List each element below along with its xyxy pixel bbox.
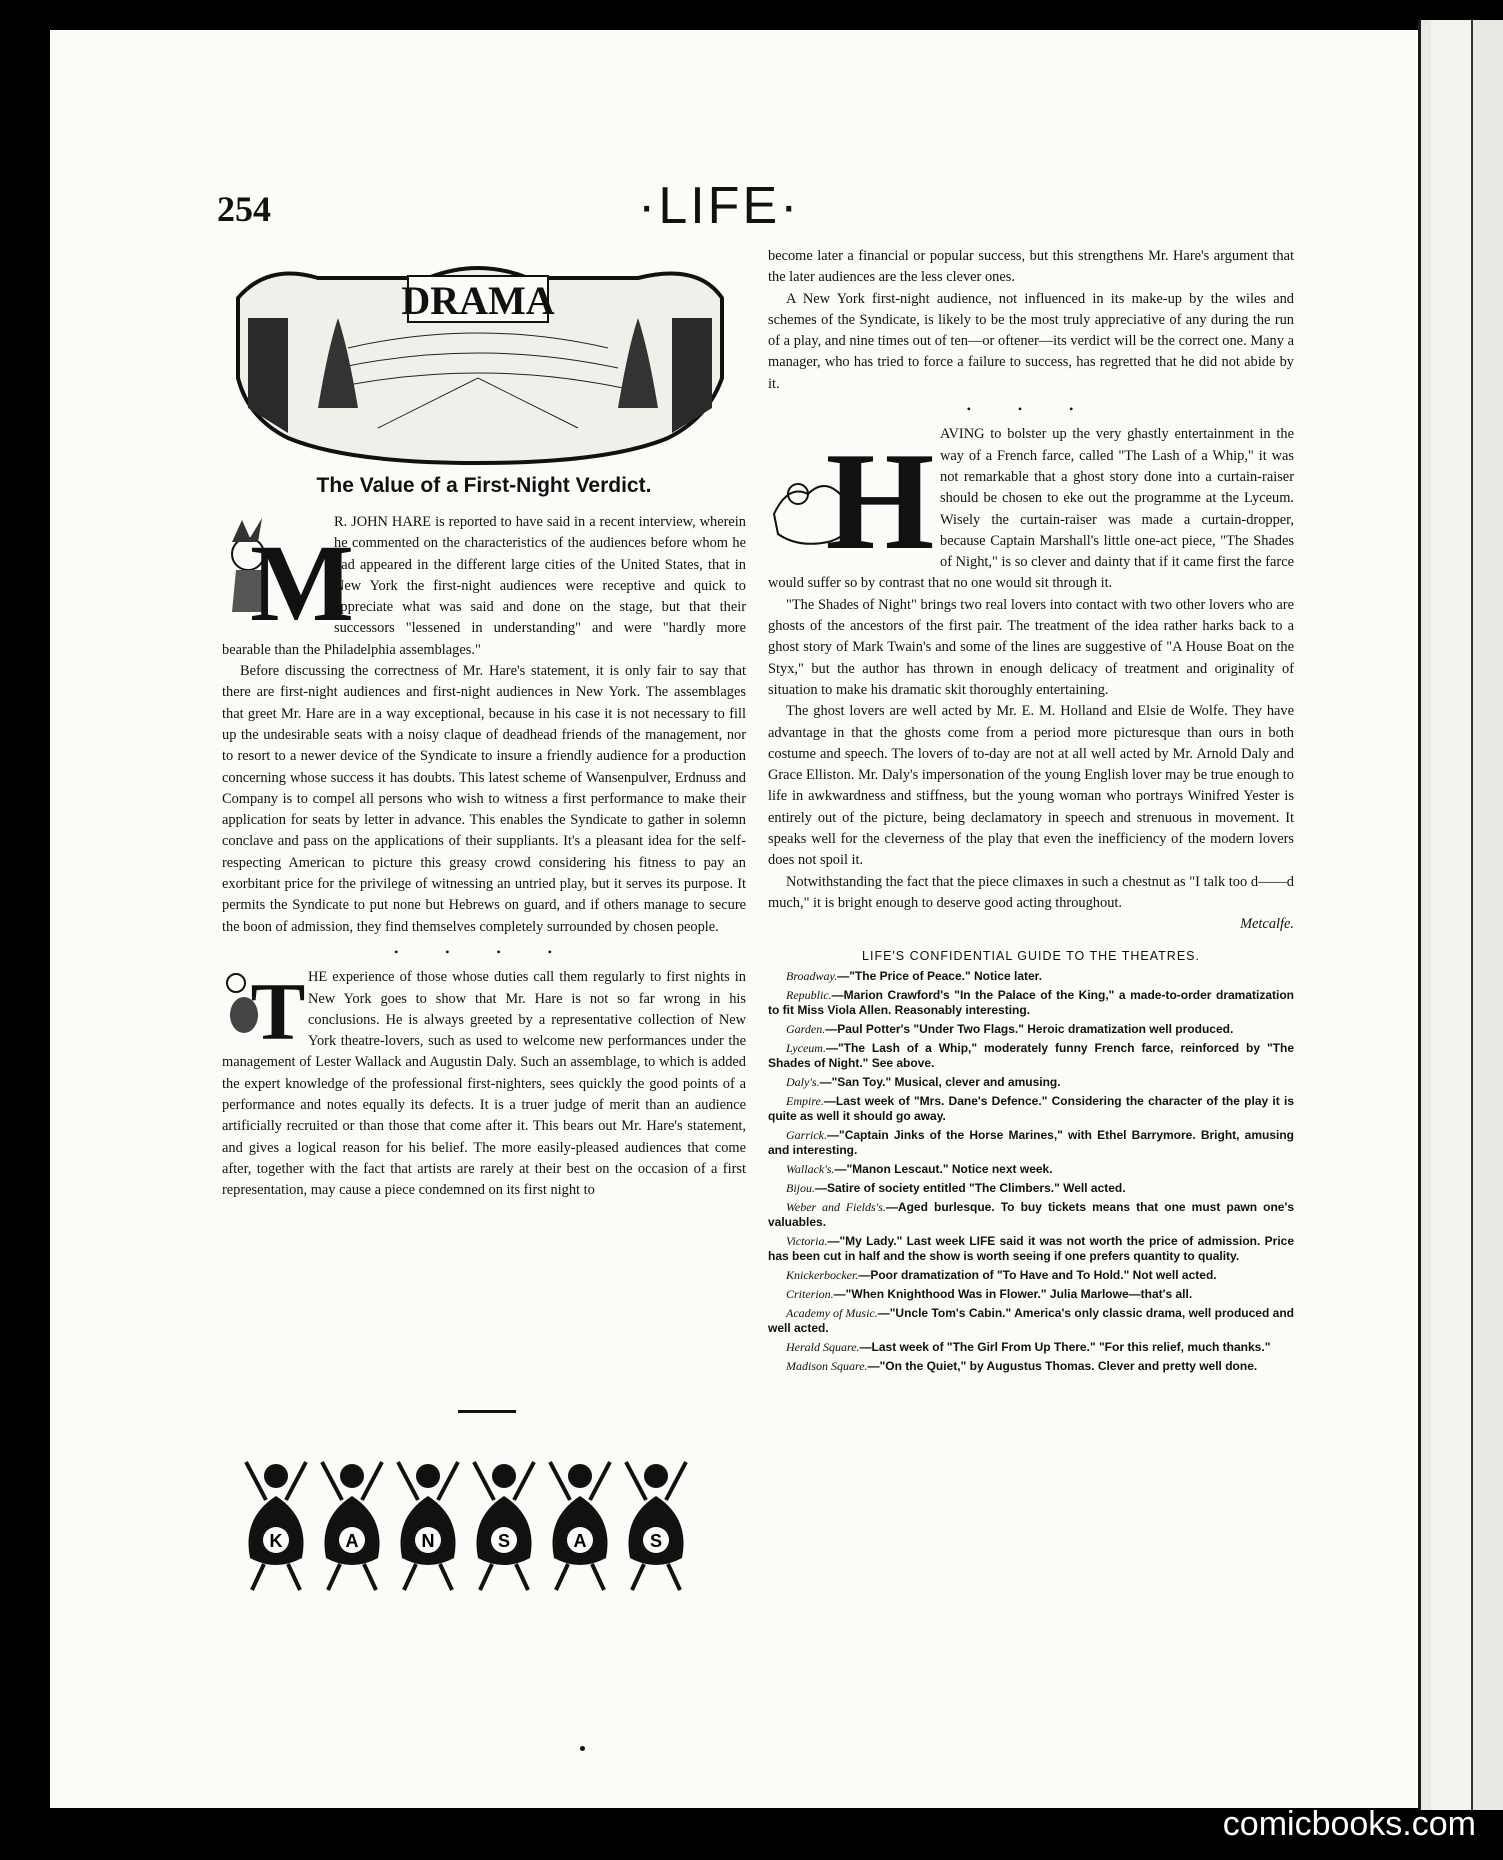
- dancer-letter: A: [345, 1531, 359, 1551]
- dropcap-letter: T: [250, 966, 306, 1058]
- article-title: The Value of a First-Night Verdict.: [316, 474, 652, 497]
- guide-text: —"Uncle Tom's Cabin." America's only classic drama, well produced and well acted.: [768, 1305, 1295, 1335]
- paragraph: [222, 512, 746, 661]
- guide-entry: [768, 1094, 1294, 1124]
- guide-entry: [768, 1128, 1294, 1158]
- paragraph: "The Shades of Night" brings two real lovers into contact with two other lovers who are ghosts of the ancestors of the first pair. The treatment of the idea rather harks back to a ghost story of Mark Twain's and some of the lines are suggestive of "A House Boat on the Styx," but the author has thrown in enough delicacy of treatment and originality of situation to make his dramatic skit thoroughly entertaining.: [768, 596, 1294, 698]
- guide-entry: [768, 1306, 1294, 1336]
- dancer-figure: [474, 1462, 534, 1590]
- guide-text: —Last week of "Mrs. Dane's Defence." Considering the character of the play it is quite as well it should go away.: [768, 1093, 1294, 1123]
- paragraph-text: AVING to bolster up the very ghastly entertainment in the way of a French farce, called "The Lash of a Whip," it was not remarkable that a ghost story done into a curtain-raiser should be chosen to eke out the programme at the Lyceum. Wisely the curtain-raiser was made a curtain-dropper, because Captain Marshall's little one-act piece, "The Shades of Night," is so clever and dainty that if it came first the farce would suffer so by contrast that no one would sit through it.: [768, 426, 1294, 592]
- right-column: [768, 246, 1294, 1378]
- kansas-dancers-illustration: [236, 1448, 696, 1598]
- guide-entry: [768, 969, 1294, 984]
- guide-venue: Broadway.: [786, 968, 838, 983]
- guide-entry: [768, 1181, 1294, 1196]
- section-rule: [458, 1410, 516, 1413]
- dancer-letter: N: [421, 1531, 435, 1551]
- guide-text: —"Manon Lescaut." Notice next week.: [834, 1161, 1053, 1176]
- guide-entry: [768, 1041, 1294, 1071]
- guide-text: —"When Knighthood Was in Flower." Julia Marlowe—that's all.: [833, 1286, 1193, 1301]
- guide-text: —"San Toy." Musical, clever and amusing.: [819, 1074, 1061, 1089]
- guide-entry: [768, 1287, 1294, 1302]
- guide-title: LIFE'S CONFIDENTIAL GUIDE TO THE THEATRES.: [862, 948, 1200, 963]
- guide-text: —Paul Potter's "Under Two Flags." Heroic dramatization well produced.: [825, 1021, 1234, 1036]
- page-number: 254: [217, 189, 271, 229]
- section-divider: • • •: [966, 402, 1096, 417]
- guide-text: —Poor dramatization of "To Have and To Hold." Not well acted.: [858, 1267, 1217, 1282]
- guide-entry: [768, 1200, 1294, 1230]
- guide-venue: Daly's.: [786, 1074, 820, 1089]
- dancer-figure: [550, 1462, 610, 1590]
- guide-venue: Herald Square.: [786, 1339, 860, 1354]
- paragraph: A New York first-night audience, not influenced in its make-up by the wiles and schemes of the Syndicate, is likely to be the most truly appreciative of any during the run of a play, and nine times out of ten—or oftener—its verdict will be the correct one. Many a manager, who has tried to force a failure to success, has regretted that he did not abide by it.: [768, 290, 1294, 392]
- guide-text: —Aged burlesque. To buy tickets means that one must pawn one's valuables.: [768, 1199, 1294, 1229]
- dancer-letter: A: [573, 1531, 587, 1551]
- dancer-figure: [322, 1462, 382, 1590]
- guide-venue: Criterion.: [786, 1286, 834, 1301]
- dancer-figure: [626, 1462, 686, 1590]
- watermark: comicbooks.com: [1222, 1805, 1476, 1843]
- page-mark: [580, 1746, 585, 1751]
- guide-text: —Marion Crawford's "In the Palace of the King," a made-to-order dramatization to fit Miss Viola Allen. Reasonably interesting.: [768, 987, 1294, 1017]
- section-divider: • • • •: [394, 944, 574, 959]
- dropcap-letter: M: [250, 522, 354, 644]
- guide-venue: Bijou.: [786, 1180, 815, 1195]
- dancer-figure: [246, 1462, 306, 1590]
- ghost-dropcap-illustration: [768, 424, 935, 580]
- guide-entry: [768, 1022, 1294, 1037]
- drama-banner-illustration: [228, 258, 732, 466]
- masthead-title: ·LIFE·: [638, 177, 801, 235]
- paragraph-text: R. JOHN HARE is reported to have said in a recent interview, wherein he commented on the characteristics of the audiences before whom he had appeared in the different large cities of the United States, that in New York the first-night audiences were receptive and quick to appreciate what was said and done on the stage, but that their successors "lessened in understanding" and were "hardly more bearable than the Philadelphia assemblages.": [222, 514, 746, 658]
- paragraph: Notwithstanding the fact that the piece climaxes in such a chestnut as "I talk too d——d much," it is bright enough to deserve good acting throughout.: [768, 873, 1294, 911]
- guide-text: —"The Lash of a Whip," moderately funny French farce, reinforced by "The Shades of Night." See above.: [768, 1040, 1294, 1070]
- guide-text: —"On the Quiet," by Augustus Thomas. Clever and pretty well done.: [867, 1358, 1258, 1373]
- guide-entry: [768, 1162, 1294, 1177]
- guide-entry: [768, 1340, 1294, 1355]
- guide-venue: Wallack's.: [786, 1161, 835, 1176]
- guide-venue: Academy of Music.: [786, 1305, 878, 1320]
- banner-label: DRAMA: [401, 278, 555, 323]
- book-spine: [1418, 20, 1503, 1810]
- mask-dropcap-illustration: [222, 966, 306, 1058]
- guide-entry: [768, 988, 1294, 1018]
- guide-entry: [768, 1234, 1294, 1264]
- dancer-letter: S: [649, 1531, 663, 1551]
- dancer-letter: S: [497, 1531, 511, 1551]
- guide-venue: Lyceum.: [786, 1040, 826, 1055]
- dancer-figure: [398, 1462, 458, 1590]
- theatre-guide-list: [768, 969, 1294, 1374]
- paragraph: become later a financial or popular success, but this strengthens Mr. Hare's argument that the later audiences are the less clever ones.: [768, 248, 1294, 286]
- guide-venue: Garden.: [786, 1021, 826, 1036]
- guide-entry: [768, 1359, 1294, 1374]
- guide-venue: Republic.: [786, 987, 832, 1002]
- paragraph: [768, 424, 1294, 594]
- guide-entry: [768, 1075, 1294, 1090]
- guide-venue: Victoria.: [786, 1233, 828, 1248]
- guide-text: —"The Price of Peace." Notice later.: [837, 968, 1043, 983]
- guide-venue: Madison Square.: [786, 1358, 868, 1373]
- paragraph: Before discussing the correctness of Mr. Hare's statement, it is only fair to say that there are first-night audiences and first-night audiences in New York. The assemblages that greet Mr. Hare are in a way exceptional, because in his case it is not necessary to fill up the undesirable seats with a noisy claque of deadhead friends of the management, nor to resort to a newer device of the Syndicate to insure a friendly audience for a production concerning whose success it has doubts. This latest scheme of Wansenpulver, Erdnuss and Company is to compel all persons who wish to witness a first performance to make their application for seats by letter in advance. This enables the Syndicate to gather in solemn conclave and pass on the applications of their suppliants. It's a pleasant idea for the self-respecting American to picture this greasy crowd considering his fitness to pay an exorbitant price for the privilege of witnessing an untried play, but it serves its purpose. It permits the Syndicate to put none but Hebrews on guard, and if others manage to secure the boon of admission, they find themselves completely surrounded by chosen people.: [222, 663, 746, 935]
- guide-venue: Weber and Fields's.: [786, 1199, 886, 1214]
- left-column: [222, 512, 746, 1202]
- guide-text: —"Captain Jinks of the Horse Marines," with Ethel Barrymore. Bright, amusing and interesting.: [768, 1127, 1294, 1157]
- jester-dropcap-illustration: [222, 512, 354, 644]
- guide-venue: Empire.: [786, 1093, 824, 1108]
- guide-text: —Last week of "The Girl From Up There." "For this relief, much thanks.": [859, 1339, 1271, 1354]
- dropcap-letter: H: [825, 424, 935, 580]
- guide-venue: Garrick.: [786, 1127, 827, 1142]
- guide-text: —"My Lady." Last week LIFE said it was not worth the price of admission. Price has been cut in half and the show is worth seeing if one prefers quantity to quality.: [768, 1233, 1294, 1263]
- dancer-letter: K: [269, 1531, 283, 1551]
- guide-entry: [768, 1268, 1294, 1283]
- author-signature: Metcalfe.: [1240, 916, 1294, 933]
- guide-text: —Satire of society entitled "The Climbers." Well acted.: [815, 1180, 1126, 1195]
- guide-venue: Knickerbocker.: [786, 1267, 859, 1282]
- paragraph: [222, 967, 746, 1201]
- paragraph: The ghost lovers are well acted by Mr. E. M. Holland and Elsie de Wolfe. They have advantage in that the ghosts come from a period more picturesque than ours in both costume and speech. The lovers of to-day are not at all well acted by Mr. Arnold Daly and Grace Elliston. Mr. Daly's impersonation of the young English lover may be true enough to life in awkwardness and stiffness, but the young woman who portrays Winifred Yester is entirely out of the picture, being declamatory in speech and strenuous in movement. It speaks well for the cleverness of the play that even the inefficiency of the modern lovers does not spoil it.: [768, 703, 1294, 869]
- paragraph-text: HE experience of those whose duties call them regularly to first nights in New York goes to show that Mr. Hare is not so far wrong in his conclusions. He is always greeted by a representative collection of New York theatre-lovers, such as used to welcome new performances under the management of Lester Wallack and Augustin Daly. Such an assemblage, to which is added the expert knowledge of the professional first-nighters, sees quickly the good points of a performance and notes equally its defects. It is a truer judge of merit than an audience artificially recruited or than those that come after it. This bears out Mr. Hare's statement, and gives a logical reason for his belief. The more easily-pleased audiences that come after, together with the fact that artists are rarely at their best on the occasion of a first representation, may cause a piece condemned on its first night to: [222, 969, 746, 1199]
